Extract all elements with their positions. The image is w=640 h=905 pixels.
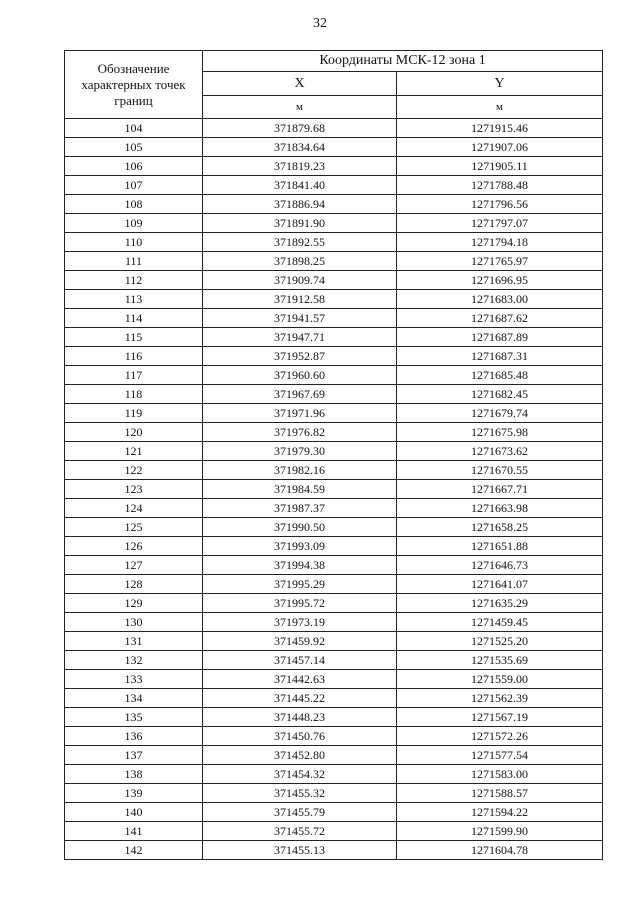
point-id-cell: 135 — [65, 708, 203, 727]
page-number: 32 — [313, 16, 327, 31]
y-coordinate-cell: 1271562.39 — [397, 689, 603, 708]
point-id-cell: 134 — [65, 689, 203, 708]
table-row — [65, 556, 603, 575]
x-coordinate-cell: 371454.32 — [203, 765, 397, 784]
table-body — [65, 119, 603, 860]
table-row — [65, 461, 603, 480]
point-id-cell: 136 — [65, 727, 203, 746]
table-row — [65, 765, 603, 784]
y-coordinate-cell: 1271796.56 — [397, 195, 603, 214]
x-coordinate-cell: 371976.82 — [203, 423, 397, 442]
point-id-cell: 138 — [65, 765, 203, 784]
point-id-cell: 114 — [65, 309, 203, 328]
table-row — [65, 575, 603, 594]
x-coordinate-cell: 371990.50 — [203, 518, 397, 537]
point-id-cell: 126 — [65, 537, 203, 556]
table-row — [65, 119, 603, 138]
table-row — [65, 594, 603, 613]
table-row — [65, 271, 603, 290]
y-coordinate-cell: 1271577.54 — [397, 746, 603, 765]
y-coordinate-cell: 1271663.98 — [397, 499, 603, 518]
table-row — [65, 252, 603, 271]
table-row — [65, 841, 603, 860]
point-id-cell: 104 — [65, 119, 203, 138]
y-coordinate-cell: 1271572.26 — [397, 727, 603, 746]
y-coordinate-cell: 1271525.20 — [397, 632, 603, 651]
y-coordinate-cell: 1271459.45 — [397, 613, 603, 632]
x-coordinate-cell: 371912.58 — [203, 290, 397, 309]
y-coordinate-cell: 1271687.62 — [397, 309, 603, 328]
table-row — [65, 727, 603, 746]
table-header — [65, 51, 603, 119]
table-row — [65, 309, 603, 328]
coordinates-table — [64, 50, 603, 860]
x-coordinate-cell: 371952.87 — [203, 347, 397, 366]
y-coordinate-cell: 1271685.48 — [397, 366, 603, 385]
table-row — [65, 404, 603, 423]
point-id-cell: 120 — [65, 423, 203, 442]
point-id-cell: 116 — [65, 347, 203, 366]
point-id-cell: 112 — [65, 271, 203, 290]
x-coordinate-cell: 371448.23 — [203, 708, 397, 727]
x-coordinate-cell: 371909.74 — [203, 271, 397, 290]
point-id-cell: 111 — [65, 252, 203, 271]
point-id-cell: 131 — [65, 632, 203, 651]
point-id-cell: 137 — [65, 746, 203, 765]
y-coordinate-cell: 1271646.73 — [397, 556, 603, 575]
point-id-cell: 121 — [65, 442, 203, 461]
table-row — [65, 195, 603, 214]
x-coordinate-cell: 371898.25 — [203, 252, 397, 271]
table-row — [65, 233, 603, 252]
x-coordinate-cell: 371993.09 — [203, 537, 397, 556]
point-id-cell: 140 — [65, 803, 203, 822]
y-coordinate-cell: 1271583.00 — [397, 765, 603, 784]
x-coordinate-cell: 371891.90 — [203, 214, 397, 233]
table-row — [65, 746, 603, 765]
y-coordinate-cell: 1271682.45 — [397, 385, 603, 404]
x-coordinate-cell: 371459.92 — [203, 632, 397, 651]
table-row — [65, 651, 603, 670]
x-coordinate-cell: 371967.69 — [203, 385, 397, 404]
table-row — [65, 157, 603, 176]
table-row — [65, 347, 603, 366]
y-coordinate-cell: 1271670.55 — [397, 461, 603, 480]
y-coordinate-cell: 1271588.57 — [397, 784, 603, 803]
y-column-header: Y — [397, 72, 603, 96]
x-coordinate-cell: 371445.22 — [203, 689, 397, 708]
y-coordinate-cell: 1271667.71 — [397, 480, 603, 499]
table-row — [65, 613, 603, 632]
point-id-cell: 127 — [65, 556, 203, 575]
x-coordinate-cell: 371995.72 — [203, 594, 397, 613]
x-unit-header: м — [203, 96, 397, 119]
point-id-cell: 125 — [65, 518, 203, 537]
x-coordinate-cell: 371886.94 — [203, 195, 397, 214]
x-coordinate-cell: 371841.40 — [203, 176, 397, 195]
table-row — [65, 670, 603, 689]
x-coordinate-cell: 371452.80 — [203, 746, 397, 765]
point-id-cell: 142 — [65, 841, 203, 860]
x-coordinate-cell: 371455.32 — [203, 784, 397, 803]
table-row — [65, 385, 603, 404]
y-coordinate-cell: 1271641.07 — [397, 575, 603, 594]
table-row — [65, 689, 603, 708]
x-coordinate-cell: 371819.23 — [203, 157, 397, 176]
point-id-cell: 105 — [65, 138, 203, 157]
table-row — [65, 138, 603, 157]
point-id-cell: 118 — [65, 385, 203, 404]
y-coordinate-cell: 1271794.18 — [397, 233, 603, 252]
y-coordinate-cell: 1271696.95 — [397, 271, 603, 290]
y-coordinate-cell: 1271635.29 — [397, 594, 603, 613]
x-coordinate-cell: 371450.76 — [203, 727, 397, 746]
x-coordinate-cell: 371960.60 — [203, 366, 397, 385]
x-coordinate-cell: 371971.96 — [203, 404, 397, 423]
x-coordinate-cell: 371879.68 — [203, 119, 397, 138]
y-coordinate-cell: 1271915.46 — [397, 119, 603, 138]
y-unit-header: м — [397, 96, 603, 119]
table-row — [65, 632, 603, 651]
table-row — [65, 442, 603, 461]
x-coordinate-cell: 371973.19 — [203, 613, 397, 632]
y-coordinate-cell: 1271559.00 — [397, 670, 603, 689]
x-coordinate-cell: 371834.64 — [203, 138, 397, 157]
y-coordinate-cell: 1271907.06 — [397, 138, 603, 157]
x-coordinate-cell: 371892.55 — [203, 233, 397, 252]
table-row — [65, 784, 603, 803]
y-coordinate-cell: 1271604.78 — [397, 841, 603, 860]
point-id-cell: 139 — [65, 784, 203, 803]
y-coordinate-cell: 1271651.88 — [397, 537, 603, 556]
y-coordinate-cell: 1271599.90 — [397, 822, 603, 841]
table-row — [65, 803, 603, 822]
y-coordinate-cell: 1271797.07 — [397, 214, 603, 233]
table-row — [65, 822, 603, 841]
table-row — [65, 214, 603, 233]
point-id-cell: 110 — [65, 233, 203, 252]
point-id-cell: 129 — [65, 594, 203, 613]
point-id-cell: 107 — [65, 176, 203, 195]
table-row — [65, 366, 603, 385]
y-coordinate-cell: 1271535.69 — [397, 651, 603, 670]
table-row — [65, 480, 603, 499]
point-id-cell: 123 — [65, 480, 203, 499]
x-coordinate-cell: 371941.57 — [203, 309, 397, 328]
designation-header: Обозначение характерных точек границ — [65, 51, 203, 119]
x-coordinate-cell: 371987.37 — [203, 499, 397, 518]
table-row — [65, 176, 603, 195]
x-coordinate-cell: 371455.13 — [203, 841, 397, 860]
point-id-cell: 106 — [65, 157, 203, 176]
point-id-cell: 122 — [65, 461, 203, 480]
point-id-cell: 115 — [65, 328, 203, 347]
y-coordinate-cell: 1271679.74 — [397, 404, 603, 423]
y-coordinate-cell: 1271594.22 — [397, 803, 603, 822]
point-id-cell: 108 — [65, 195, 203, 214]
x-coordinate-cell: 371455.72 — [203, 822, 397, 841]
y-coordinate-cell: 1271788.48 — [397, 176, 603, 195]
x-column-header: X — [203, 72, 397, 96]
point-id-cell: 133 — [65, 670, 203, 689]
x-coordinate-cell: 371457.14 — [203, 651, 397, 670]
y-coordinate-cell: 1271687.89 — [397, 328, 603, 347]
table-row — [65, 499, 603, 518]
table-row — [65, 328, 603, 347]
table-row — [65, 537, 603, 556]
table-row — [65, 290, 603, 309]
y-coordinate-cell: 1271765.97 — [397, 252, 603, 271]
y-coordinate-cell: 1271673.62 — [397, 442, 603, 461]
table-row — [65, 518, 603, 537]
x-coordinate-cell: 371442.63 — [203, 670, 397, 689]
y-coordinate-cell: 1271567.19 — [397, 708, 603, 727]
point-id-cell: 109 — [65, 214, 203, 233]
x-coordinate-cell: 371947.71 — [203, 328, 397, 347]
table-row — [65, 708, 603, 727]
point-id-cell: 124 — [65, 499, 203, 518]
y-coordinate-cell: 1271905.11 — [397, 157, 603, 176]
x-coordinate-cell: 371455.79 — [203, 803, 397, 822]
point-id-cell: 130 — [65, 613, 203, 632]
y-coordinate-cell: 1271675.98 — [397, 423, 603, 442]
point-id-cell: 113 — [65, 290, 203, 309]
point-id-cell: 141 — [65, 822, 203, 841]
x-coordinate-cell: 371994.38 — [203, 556, 397, 575]
x-coordinate-cell: 371982.16 — [203, 461, 397, 480]
y-coordinate-cell: 1271683.00 — [397, 290, 603, 309]
x-coordinate-cell: 371995.29 — [203, 575, 397, 594]
table-row — [65, 423, 603, 442]
x-coordinate-cell: 371979.30 — [203, 442, 397, 461]
y-coordinate-cell: 1271658.25 — [397, 518, 603, 537]
point-id-cell: 119 — [65, 404, 203, 423]
coords-title-header: Координаты МСК-12 зона 1 — [203, 51, 603, 72]
point-id-cell: 132 — [65, 651, 203, 670]
point-id-cell: 128 — [65, 575, 203, 594]
y-coordinate-cell: 1271687.31 — [397, 347, 603, 366]
point-id-cell: 117 — [65, 366, 203, 385]
x-coordinate-cell: 371984.59 — [203, 480, 397, 499]
